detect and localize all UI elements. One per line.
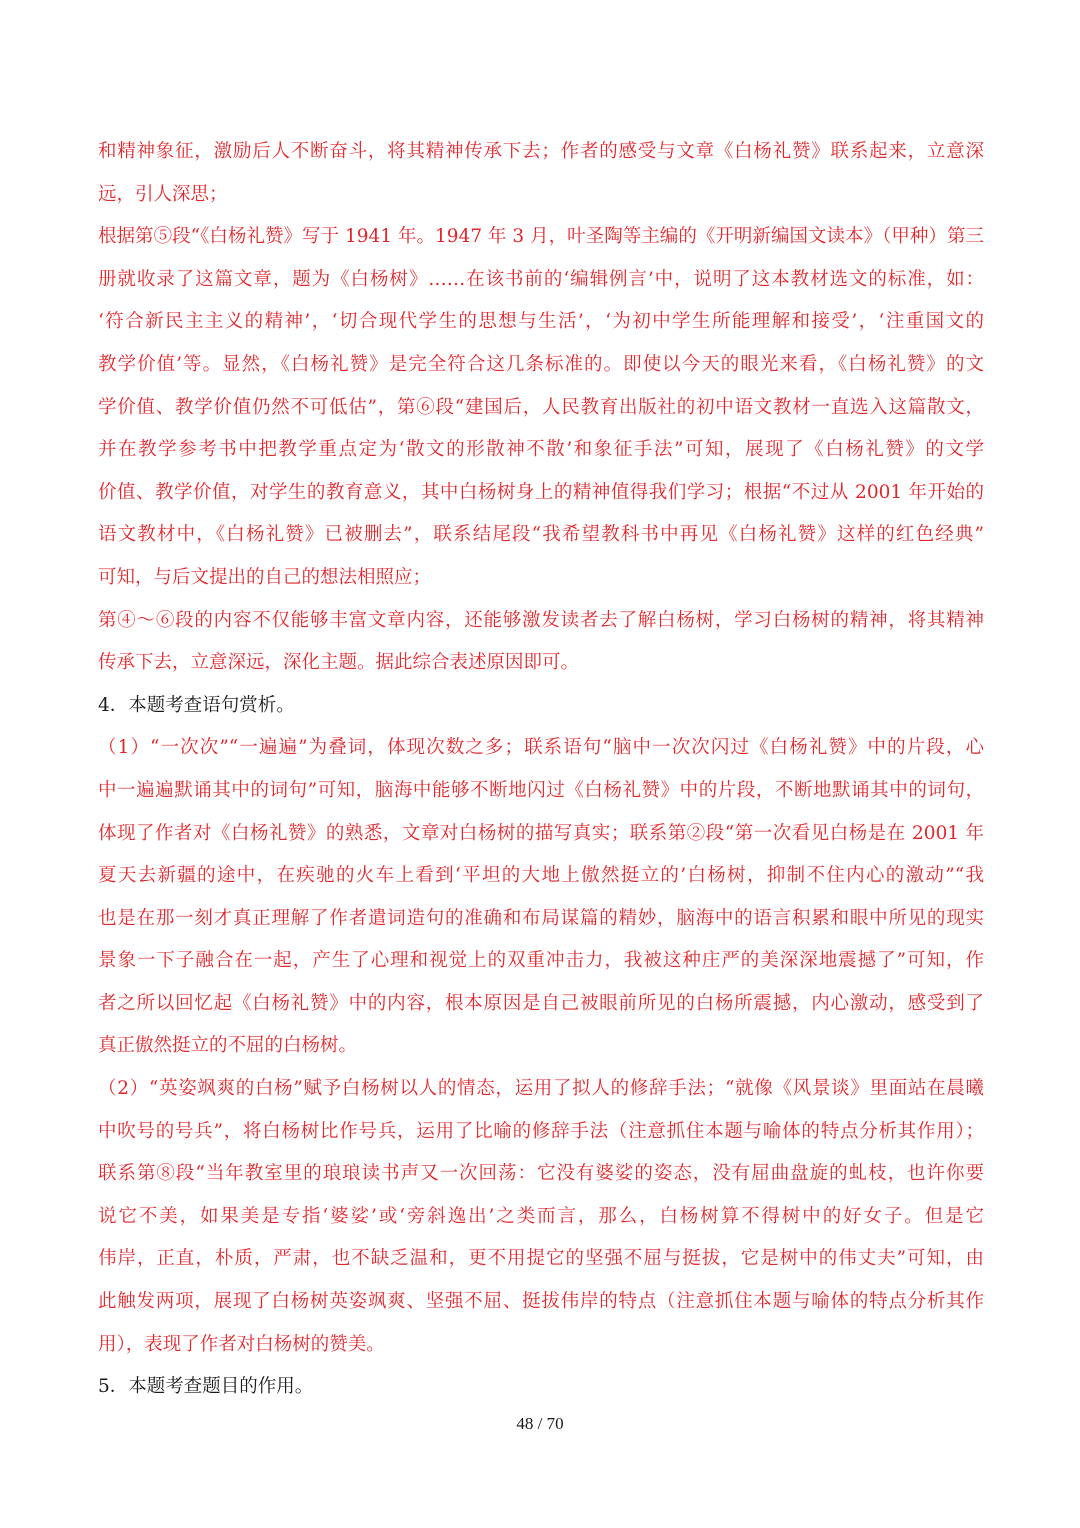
text-line: 景象一下子融合在一起，产生了心理和视觉上的双重冲击力，我被这种庄严的美深深地震撼了”可知，作 [98, 950, 984, 972]
text-line: 学价值、教学价值仍然不可低估”，第⑥段“建国后，人民教育出版社的初中语文教材一直选入这篇散文， [98, 396, 984, 418]
text-line: 者之所以回忆起《白杨礼赞》中的内容，根本原因是自己被眼前所见的白杨所震撼，内心激动，感受到了 [98, 992, 984, 1014]
text-line: 根据第⑤段“《白杨礼赞》写于 1941 年。1947 年 3 月，叶圣陶等主编的《开明新编国文读本》（甲种）第三 [98, 226, 984, 248]
text-line: 用），表现了作者对白杨树的赞美。 [98, 1333, 385, 1355]
text-line: 可知，与后文提出的自己的想法相照应； [98, 566, 432, 588]
text-line: 价值、教学价值，对学生的教育意义，其中白杨树身上的精神值得我们学习；根据“不过从 2001 年开始的 [98, 481, 984, 503]
text-line: 教学价值’等。显然，《白杨礼赞》是完全符合这几条标准的。即使以今天的眼光来看，《白杨礼赞》的文 [98, 353, 984, 375]
text-line: 并在教学参考书中把教学重点定为‘散文的形散神不散’和象征手法”可知，展现了《白杨礼赞》的文学 [98, 439, 984, 461]
text-line: ‘符合新民主主义的精神’，‘切合现代学生的思想与生活’，‘为初中学生所能理解和接受’，‘注重国文的 [98, 311, 984, 333]
text-line: 此触发两项，展现了白杨树英姿飒爽、坚强不屈、挺拔伟岸的特点（注意抓住本题与喻体的特点分析其作 [98, 1291, 984, 1313]
text-line: 远，引人深思； [98, 183, 228, 205]
text-line: 传承下去，立意深远，深化主题。据此综合表述原因即可。 [98, 652, 580, 674]
text-line: 册就收录了这篇文章，题为《白杨树》……在该书前的‘编辑例言’中，说明了这本教材选文的标准，如： [98, 268, 984, 290]
question-heading-4: 4．本题考查语句赏析。 [98, 694, 295, 716]
page-number: 48 / 70 [516, 1414, 564, 1433]
text-line: 真正傲然挺立的不屈的白杨树。 [98, 1035, 358, 1057]
text-line: （1）“一次次”“一遍遍”为叠词，体现次数之多；联系语句“脑中一次次闪过《白杨礼赞》中的片段，心 [98, 737, 984, 759]
text-line: 中一遍遍默诵其中的词句”可知，脑海中能够不断地闪过《白杨礼赞》中的片段，不断地默诵其中的词句， [98, 779, 984, 801]
question-heading-5: 5．本题考查题目的作用。 [98, 1376, 314, 1398]
text-line: 说它不美，如果美是专指‘婆娑’或‘旁斜逸出’之类而言，那么，白杨树算不得树中的好女子。但是它 [98, 1205, 984, 1227]
text-line: 语文教材中，《白杨礼赞》已被删去”，联系结尾段“我希望教科书中再见《白杨礼赞》这样的红色经典” [98, 524, 984, 546]
text-line: 伟岸，正直，朴质，严肃，也不缺乏温和，更不用提它的坚强不屈与挺拔，它是树中的伟丈夫”可知，由 [98, 1248, 984, 1270]
answer-text-block [98, 131, 984, 1409]
text-line: 体现了作者对《白杨礼赞》的熟悉，文章对白杨树的描写真实；联系第②段“第一次看见白杨是在 2001 年 [98, 822, 984, 844]
text-line: 联系第⑧段“当年教室里的琅琅读书声又一次回荡：它没有婆娑的姿态，没有屈曲盘旋的虬枝，也许你要 [98, 1163, 984, 1185]
text-line: 中吹号的号兵”，将白杨树比作号兵，运用了比喻的修辞手法（注意抓住本题与喻体的特点分析其作用）； [98, 1120, 984, 1142]
text-line: 夏天去新疆的途中，在疾驰的火车上看到‘平坦的大地上傲然挺立的’白杨树，抑制不住内心的激动”“我 [98, 865, 984, 887]
text-line: 和精神象征，激励后人不断奋斗，将其精神传承下去；作者的感受与文章《白杨礼赞》联系起来，立意深 [98, 141, 984, 162]
text-line: 第④～⑥段的内容不仅能够丰富文章内容，还能够激发读者去了解白杨树，学习白杨树的精神，将其精神 [98, 609, 984, 631]
text-line: （2）“英姿飒爽的白杨”赋予白杨树以人的情态，运用了拟人的修辞手法；“就像《风景谈》里面站在晨曦 [98, 1078, 984, 1100]
text-line: 也是在那一刻才真正理解了作者遣词造句的准确和布局谋篇的精妙，脑海中的语言积累和眼中所见的现实 [98, 907, 984, 929]
